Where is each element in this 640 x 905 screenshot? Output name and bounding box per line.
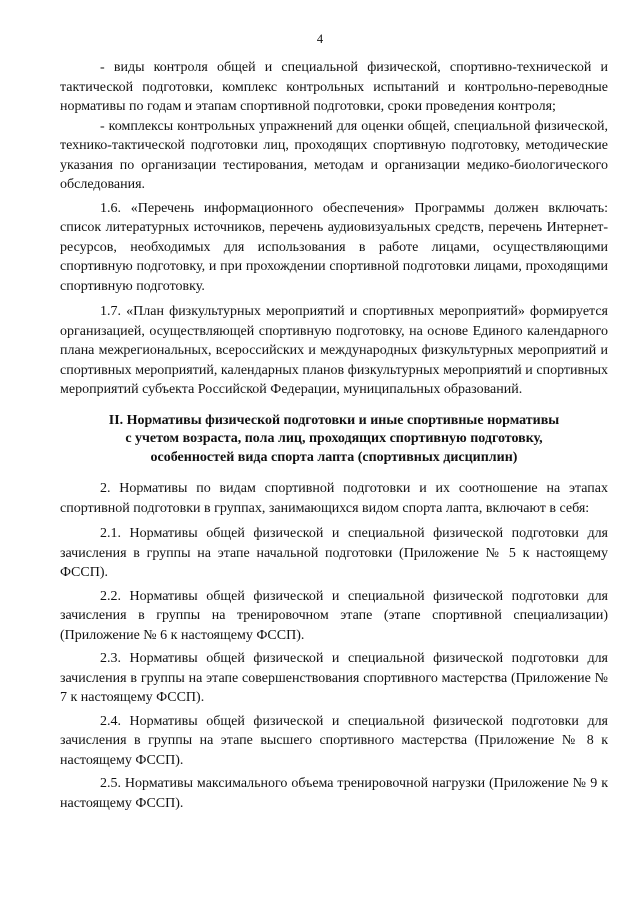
section-2-heading [60,412,608,468]
paragraph-1-7-events-plan: 1.7. «План физкультурных мероприятий и спортивных мероприятий» формируется организацией, осуществляющей спортивную подготовку, на основе Единого календарного плана межрегиональных, всероссийских и международных физкультурных мероприятий и спортивных мероприятий, календарных планов физкультурных мероприятий и спортивных мероприятий субъекта Российской Федерации, муниципальных образований. [60,304,608,397]
page-number: 4 [316,32,324,46]
paragraph-2-5: 2.5. Нормативы максимального объема тренировочной нагрузки (Приложение № 9 к настоящему ФССП). [60,776,608,811]
paragraph-2-3: 2.3. Нормативы общей физической и специальной физической подготовки для зачисления в группы на этапе совершенствования спортивного мастерства (Приложение № 7 к настоящему ФССП). [60,651,608,705]
paragraph-2-1: 2.1. Нормативы общей физической и специальной физической подготовки для зачисления в группы на этапе начальной подготовки (Приложение № 5 к настоящему ФССП). [60,526,608,580]
paragraph-control-exercises: - комплексы контрольных упражнений для оценки общей, специальной физической, технико-тактической подготовки лиц, проходящих спортивную подготовку, методические указания по организации тестирования, методам и организации медико-биологического обследования. [60,118,608,192]
paragraph-2-4: 2.4. Нормативы общей физической и специальной физической подготовки для зачисления в группы на этапе высшего спортивного мастерства (Приложение № 8 к настоящему ФССП). [60,713,608,768]
section-2-heading-line-1: II. Нормативы физической подготовки и иные спортивные нормативы [108,412,560,428]
section-2-heading-line-2: с учетом возраста, пола лиц, проходящих спортивную подготовку, [125,431,543,446]
document-body [60,58,608,813]
section-2-heading-line-3: особенностей вида спорта лапта (спортивных дисциплин) [150,449,518,465]
paragraph-1-6-information: 1.6. «Перечень информационного обеспечения» Программы должен включать: список литературных источников, перечень аудиовизуальных средств, перечень Интернет-ресурсов, необходимых для использования в работе лицами, осуществляющими спортивную подготовку, и при прохождении спортивной подготовки лицами, проходящими спортивную подготовку. [60,200,608,294]
paragraph-2-intro: 2. Нормативы по видам спортивной подготовки и их соотношение на этапах спортивной подготовки в группах, занимающихся видом спорта лапта, включают в себя: [60,481,608,516]
paragraph-control-types: - виды контроля общей и специальной физической, спортивно-технической и тактической подготовки, комплекс контрольных испытаний и контрольно-переводные нормативы по годам и этапам спортивной подготовки, сроки проведения контроля; [60,60,608,114]
paragraph-2-2: 2.2. Нормативы общей физической и специальной физической подготовки для зачисления в группы на тренировочном этапе (этапе спортивной специализации) (Приложение № 6 к настоящему ФССП). [60,588,608,643]
